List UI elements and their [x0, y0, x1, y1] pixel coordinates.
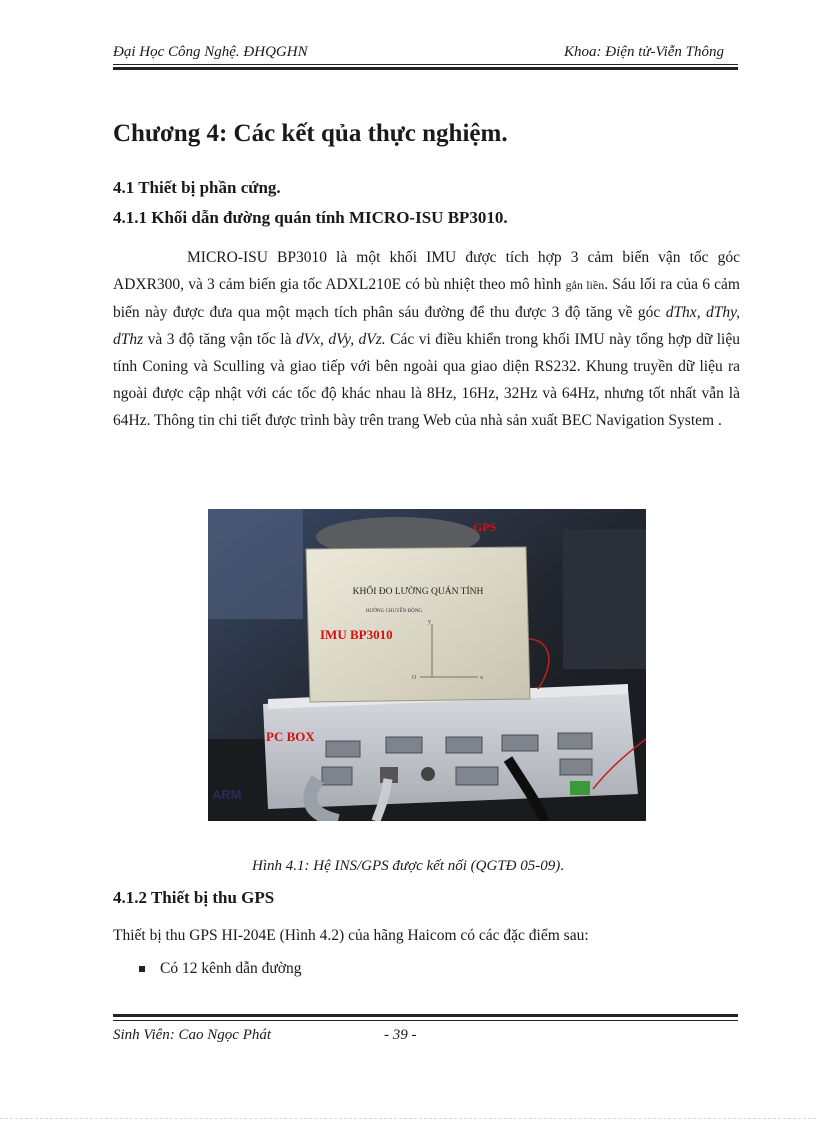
paragraph-gps-intro: Thiết bị thu GPS HI-204E (Hình 4.2) của hãng Haicom có các đặc điểm sau:: [113, 927, 589, 944]
header-faculty: Khoa: Điện tử-Viễn Thông: [564, 44, 724, 60]
imu-box-title: KHỐI ĐO LƯỜNG QUÁN TÍNH: [352, 587, 484, 597]
imu-axis-x-label: x: [480, 675, 483, 681]
imu-box-subtitle: HƯỚNG CHUYỂN ĐỘNG: [365, 609, 423, 614]
chapter-title: Chương 4: Các kết qủa thực nghiệm.: [113, 120, 508, 147]
terminal-block: [570, 781, 590, 795]
para-text: MICRO-ISU BP3010 là một khối IMU được tích hợp 3 cảm biến vận tốc góc ADXR300, và 3 cảm biến gia tốc ADXL210E có bù nhiệt theo mô hình: [113, 249, 740, 293]
section-heading-4-1-2: 4.1.2 Thiết bị thu GPS: [113, 888, 275, 907]
label-gps: GPS: [473, 520, 497, 534]
port-serial: [446, 737, 482, 753]
figure-ins-gps-photo: [208, 509, 646, 821]
imu-axis-y-label: y: [428, 619, 431, 625]
imu-box: [306, 547, 530, 702]
arm-logo-text: ARM: [212, 787, 242, 802]
header-rule-thin: [113, 64, 738, 65]
port-ps2: [421, 767, 435, 781]
header-university: Đại Học Công Nghệ. ĐHQGHN: [113, 44, 308, 60]
caption-period: .: [560, 858, 564, 874]
caption-text: : Hệ INS/GPS được kết nối (QGTĐ 05-09): [304, 858, 561, 874]
page-bottom-dashed-border: [0, 1118, 816, 1119]
para-small-text: gắn liền: [565, 278, 605, 292]
photo-window-light: [208, 509, 303, 619]
imu-axis-origin-label: O: [412, 675, 417, 681]
para-text: Các vi điều khiển trong khối IMU này tổng hợp dữ liệu tính Coning và Sculling và giao tiếp với bên ngoài qua giao diện RS232. Khung truyền dữ liệu ra ngoài được cập nhật với các tốc độ khác nhau là 8Hz, 16Hz, 32Hz và 64Hz, nhưng tốt nhất vẫn là 64Hz. Thông tin chi tiết được trình bày trên trang Web của nhà sản xuất BEC Navigation System .: [113, 331, 740, 429]
section-heading-4-1: 4.1 Thiết bị phần cứng.: [113, 178, 281, 197]
footer-page-number: - 39 -: [384, 1027, 417, 1043]
caption-prefix: Hình 4.1: [252, 858, 305, 874]
header-rule-thick: [113, 67, 738, 70]
section-heading-4-1-1: 4.1.1 Khối dẫn đường quán tính MICRO-ISU BP3010.: [113, 208, 508, 227]
port-serial: [502, 735, 538, 751]
photo-monitor: [563, 529, 646, 669]
bullet-item: Có 12 kênh dẫn đường: [160, 960, 302, 977]
port-vga: [456, 767, 498, 785]
para-text: và 3 độ tăng vận tốc là: [143, 331, 296, 348]
port-serial: [386, 737, 422, 753]
port-serial: [558, 733, 592, 749]
para-italic-angles: dThx, dThy, dThz: [113, 304, 740, 348]
label-imu: IMU BP3010: [320, 627, 393, 642]
label-pc-box: PC BOX: [266, 729, 315, 744]
port-serial: [326, 741, 360, 757]
port-serial: [322, 767, 352, 785]
port-serial: [560, 759, 592, 775]
bullet-square-icon: [139, 966, 145, 972]
para-text: . Sáu lối ra của 6 cảm biến này được đưa qua một mạch tích phân sáu đường để thu được 3 độ tăng về góc: [113, 276, 740, 321]
paragraph-imu-description: [113, 244, 740, 434]
footer-rule-thin: [113, 1020, 738, 1021]
para-italic-velocity: dVx, dVy, dVz.: [295, 331, 386, 348]
footer-student: Sinh Viên: Cao Ngọc Phát: [113, 1027, 272, 1043]
figure-caption: [0, 858, 816, 875]
footer-rule-thick: [113, 1014, 738, 1017]
